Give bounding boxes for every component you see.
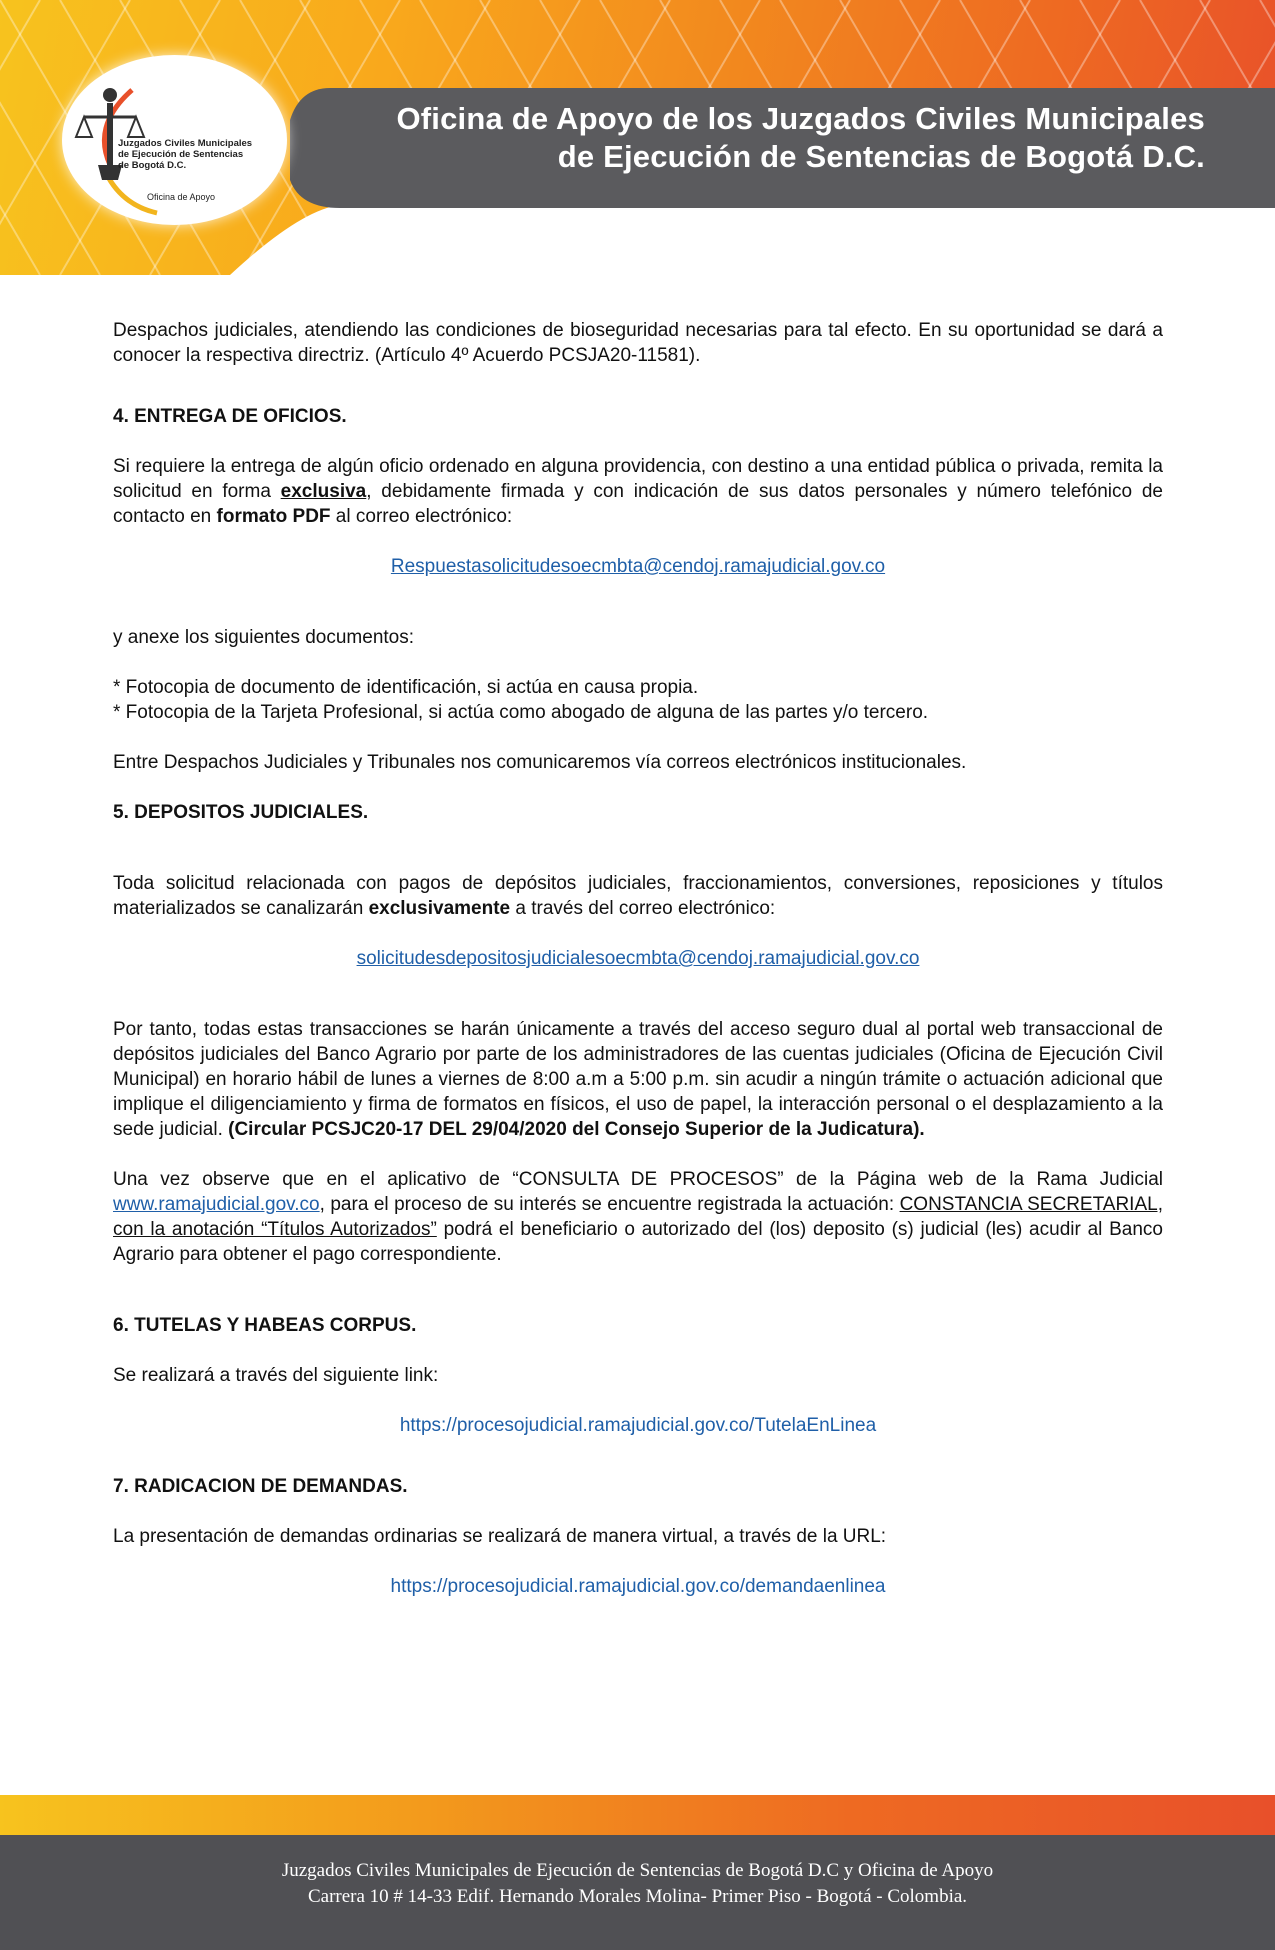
section-5-paragraph-1 bbox=[113, 871, 1163, 921]
section-6-heading: 6. TUTELAS Y HABEAS CORPUS. bbox=[113, 1315, 417, 1336]
text-run: podrá el beneficiario o autorizado del (los) deposito (s) judicial (les) acudir al Banco Agrario para obtener el pago correspondiente. bbox=[113, 1219, 1163, 1265]
ramajudicial-website-link[interactable]: www.ramajudicial.gov.co bbox=[113, 1194, 320, 1215]
section-5-paragraph-3 bbox=[113, 1167, 1163, 1267]
section-4-email-line bbox=[113, 554, 1163, 579]
logo-text bbox=[118, 138, 288, 171]
logo-text-line1: Juzgados Civiles Municipales bbox=[118, 138, 253, 149]
section-4-paragraph bbox=[113, 454, 1163, 529]
office-title-line2: de Ejecución de Sentencias de Bogotá D.C. bbox=[557, 139, 1205, 174]
document-body bbox=[113, 318, 1163, 1599]
constancia-secretarial-note: CONSTANCIA SECRETARIAL, con la anotación “Títulos Autorizados” bbox=[113, 1194, 1163, 1240]
text-run: Por tanto, todas estas transacciones se harán únicamente a través del acceso seguro dual al portal web transaccional de depósitos judiciales del Banco Agrario por parte de los administradores de las cuentas judiciales (Oficina de Ejecución Civil Municipal) en horario hábil de lunes a viernes de 8:00 a.m a 5:00 p.m. sin acudir a ningún trámite o actuación adicional que implique el diligenciamiento y firma de formatos en físicos, el uso de papel, la interacción personal o el desplazamiento a la sede judicial. bbox=[113, 1019, 1163, 1140]
text-run: al correo electrónico: bbox=[330, 506, 513, 527]
text-run: a través del correo electrónico: bbox=[510, 898, 776, 919]
depositos-email-link[interactable]: solicitudesdepositosjudicialesoecmbta@cendoj.ramajudicial.gov.co bbox=[356, 948, 920, 969]
text-run: , para el proceso de su interés se encuentre registrada la actuación: bbox=[319, 1194, 900, 1215]
section-6-link-line bbox=[113, 1413, 1163, 1438]
logo-subtitle: Oficina de Apoyo bbox=[147, 192, 216, 202]
section-5-heading: 5. DEPOSITOS JUDICIALES. bbox=[113, 802, 369, 823]
footer-line1: Juzgados Civiles Municipales de Ejecución de Sentencias de Bogotá D.C y Oficina de Apoyo bbox=[281, 1860, 994, 1881]
section-5-paragraph-2 bbox=[113, 1017, 1163, 1142]
letterhead bbox=[0, 0, 1275, 275]
text-run: , debidamente firmada y con indicación de sus datos personales y número telefónico de contacto en bbox=[113, 481, 1163, 527]
text-run: Toda solicitud relacionada con pagos de depósitos judiciales, fraccionamientos, conversiones, reposiciones y títulos materializados se canalizarán bbox=[113, 873, 1163, 919]
section-4-heading: 4. ENTREGA DE OFICIOS. bbox=[113, 406, 347, 427]
office-title bbox=[305, 100, 1205, 176]
footer-line2: Carrera 10 # 14-33 Edif. Hernando Morales Molina- Primer Piso - Bogotá - Colombia. bbox=[307, 1886, 968, 1907]
emphasis-exclusiva: exclusiva bbox=[280, 481, 367, 502]
logo-text-line2: de Ejecución de Sentencias bbox=[118, 149, 244, 160]
text-run: Si requiere la entrega de algún oficio ordenado en alguna providencia, con destino a una entidad pública o privada, remita la solicitud en forma bbox=[113, 456, 1163, 502]
section-5-email-line bbox=[113, 946, 1163, 971]
annex-item-1: * Fotocopia de documento de identificación, si actúa en causa propia. bbox=[113, 677, 699, 698]
circular-reference: (Circular PCSJC20-17 DEL 29/04/2020 del Consejo Superior de la Judicatura). bbox=[228, 1119, 925, 1140]
oficios-email-link[interactable]: Respuestasolicitudesoecmbta@cendoj.ramajudicial.gov.co bbox=[390, 556, 886, 577]
text-run: Una vez observe que en el aplicativo de “CONSULTA DE PROCESOS” de la Página web de la Rama Judicial bbox=[113, 1169, 1163, 1190]
section-7-paragraph: La presentación de demandas ordinarias se realizará de manera virtual, a través de la URL: bbox=[113, 1526, 887, 1547]
footer-address bbox=[0, 1858, 1275, 1910]
section-4-annex-intro: y anexe los siguientes documentos: bbox=[113, 627, 415, 648]
section-4-institutional-note: Entre Despachos Judiciales y Tribunales nos comunicaremos vía correos electrónicos institucionales. bbox=[113, 752, 967, 773]
section-6-paragraph: Se realizará a través del siguiente link: bbox=[113, 1365, 439, 1386]
tutela-en-linea-link[interactable]: https://procesojudicial.ramajudicial.gov.co/TutelaEnLinea bbox=[399, 1415, 877, 1436]
emphasis-exclusivamente: exclusivamente bbox=[368, 898, 511, 919]
annex-item-2: * Fotocopia de la Tarjeta Profesional, si actúa como abogado de alguna de las partes y/o tercero. bbox=[113, 702, 929, 723]
office-title-line1: Oficina de Apoyo de los Juzgados Civiles Municipales bbox=[396, 101, 1205, 136]
section-7-link-line bbox=[113, 1574, 1163, 1599]
section-7-heading: 7. RADICACION DE DEMANDAS. bbox=[113, 1476, 408, 1497]
logo-text-line3: de Bogotá D.C. bbox=[118, 160, 187, 171]
emphasis-formato-pdf: formato PDF bbox=[216, 506, 331, 527]
demanda-en-linea-link[interactable]: https://procesojudicial.ramajudicial.gov.co/demandaenlinea bbox=[390, 1576, 886, 1597]
footer-color-strip bbox=[0, 1795, 1275, 1835]
intro-paragraph: Despachos judiciales, atendiendo las condiciones de bioseguridad necesarias para tal efecto. En su oportunidad se dará a conocer la respectiva directriz. (Artículo 4º Acuerdo PCSJA20-11581). bbox=[113, 320, 1163, 366]
